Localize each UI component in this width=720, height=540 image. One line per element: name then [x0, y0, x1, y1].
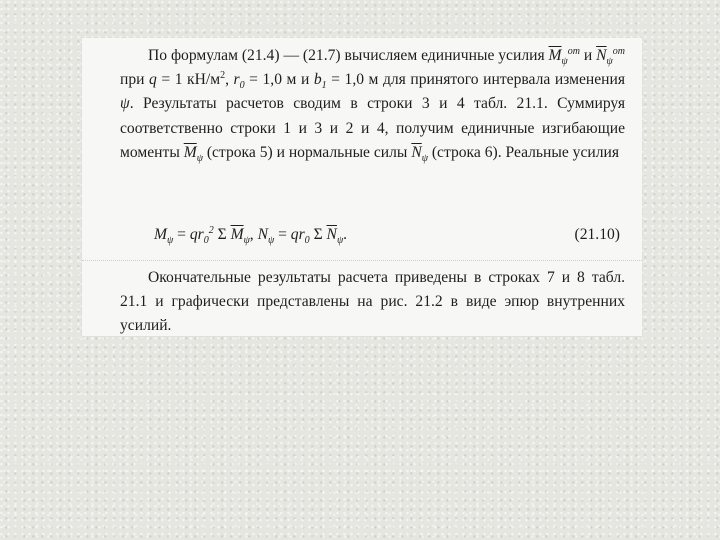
symbol-n-bar: $\overline{N}_\psi$ — [411, 143, 428, 164]
text-run: По формулам (21.4) — (21.7) вычисляем единичные усилия — [148, 47, 549, 64]
equation-number: (21.10) — [574, 226, 620, 243]
text-run: = 1 кН/м — [156, 71, 221, 89]
formula-21-10 — [154, 226, 620, 252]
symbol-q: q — [149, 71, 157, 89]
text-run: , — [225, 71, 234, 89]
superscript-2: 2 — [220, 70, 226, 82]
document-page — [82, 38, 642, 336]
text-run: при — [120, 71, 150, 89]
symbol-m-bar: $\overline{M}_\psi$ — [183, 143, 203, 164]
scan-divider — [82, 260, 642, 261]
formula-expression: $M_\psi = qr_0^2$ Σ $\overline{M}_\psi$, $N_\psi = qr_0$ Σ $\overline{N}_\psi$. — [154, 224, 348, 247]
text-run: (строка 5) и нормальные силы — [202, 143, 412, 161]
symbol-m-bar-ot: $\overline{M}_\psi^{от}$ — [548, 45, 580, 68]
symbol-psi: ψ — [120, 95, 130, 113]
symbol-n-bar-ot: $\overline{N}_\psi^{от}$ — [596, 45, 625, 68]
text-run: и — [579, 47, 597, 64]
paragraph-final-results: Окончательные результаты расчета приведены в строках 7 и 8 табл. 21.1 и графически представлены на рис. 21.2 в виде эпюр внутренних усилий. — [120, 269, 625, 335]
symbol-b1: $b_1$ — [313, 71, 327, 92]
text-run: (строка 6). Реальные усилия — [427, 143, 620, 161]
text-run: . Результаты расчетов сводим в строки 3 и 4 табл. 21.1. Суммируя соответственно строки 1 и 3 и 2 и 4, получим единичные изгибающие моменты — [120, 95, 625, 161]
paragraph-unit-forces — [120, 44, 625, 165]
text-run: = 1,0 м и — [244, 71, 314, 89]
symbol-r0: $r_0$ — [233, 71, 245, 92]
text-run: = 1,0 м для принятого интервала изменения — [326, 71, 626, 89]
